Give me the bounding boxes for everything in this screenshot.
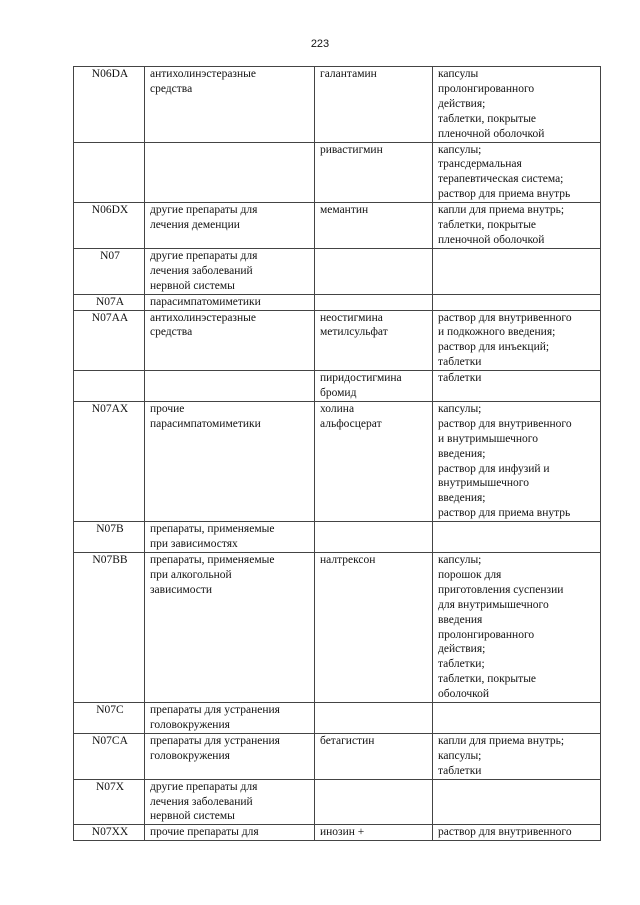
atc-group-cell: антихолинэстеразные средства: [145, 67, 315, 143]
table-row: [74, 371, 601, 402]
table-row: [74, 401, 601, 521]
atc-code-cell: N07C: [74, 703, 145, 734]
atc-group-cell: препараты, применяемые при алкогольной зависимости: [145, 553, 315, 703]
atc-group-cell: прочие парасимпатомиметики: [145, 401, 315, 521]
table-row: [74, 310, 601, 371]
drug-name-cell: галантамин: [315, 67, 433, 143]
table-row: [74, 203, 601, 249]
dosage-forms-cell: [433, 703, 601, 734]
atc-group-cell: другие препараты для лечения заболеваний нервной системы: [145, 779, 315, 825]
drug-table-body: [74, 67, 601, 841]
table-row: [74, 142, 601, 203]
drug-name-cell: холина альфосцерат: [315, 401, 433, 521]
drug-name-cell: [315, 294, 433, 310]
atc-group-cell: другие препараты для лечения деменции: [145, 203, 315, 249]
table-row: [74, 779, 601, 825]
drug-name-cell: пиридостигмина бромид: [315, 371, 433, 402]
atc-group-cell: препараты для устранения головокружения: [145, 703, 315, 734]
atc-code-cell: N07B: [74, 522, 145, 553]
drug-table: [73, 66, 601, 841]
dosage-forms-cell: таблетки: [433, 371, 601, 402]
atc-group-cell: прочие препараты для: [145, 825, 315, 841]
table-row: [74, 825, 601, 841]
dosage-forms-cell: [433, 248, 601, 294]
dosage-forms-cell: [433, 522, 601, 553]
atc-code-cell: N06DA: [74, 67, 145, 143]
atc-code-cell: [74, 142, 145, 203]
atc-code-cell: N07BB: [74, 553, 145, 703]
dosage-forms-cell: капсулы; раствор для внутривенного и внутримышечного введения; раствор для инфузий и внутримышечного введения; раствор для приема внутрь: [433, 401, 601, 521]
drug-name-cell: [315, 248, 433, 294]
atc-code-cell: N07: [74, 248, 145, 294]
dosage-forms-cell: капсулы; трансдермальная терапевтическая система; раствор для приема внутрь: [433, 142, 601, 203]
dosage-forms-cell: [433, 294, 601, 310]
dosage-forms-cell: раствор для внутривенного и подкожного введения; раствор для инъекций; таблетки: [433, 310, 601, 371]
atc-code-cell: [74, 371, 145, 402]
atc-code-cell: N06DX: [74, 203, 145, 249]
atc-code-cell: N07XX: [74, 825, 145, 841]
dosage-forms-cell: капсулы пролонгированного действия; таблетки, покрытые пленочной оболочкой: [433, 67, 601, 143]
atc-group-cell: антихолинэстеразные средства: [145, 310, 315, 371]
drug-name-cell: [315, 522, 433, 553]
page-number: 223: [310, 38, 330, 50]
dosage-forms-cell: капли для приема внутрь; капсулы; таблетки: [433, 733, 601, 779]
atc-code-cell: N07AA: [74, 310, 145, 371]
drug-name-cell: ривастигмин: [315, 142, 433, 203]
table-row: [74, 294, 601, 310]
atc-group-cell: другие препараты для лечения заболеваний нервной системы: [145, 248, 315, 294]
atc-group-cell: препараты для устранения головокружения: [145, 733, 315, 779]
atc-code-cell: N07CA: [74, 733, 145, 779]
dosage-forms-cell: капли для приема внутрь; таблетки, покрытые пленочной оболочкой: [433, 203, 601, 249]
dosage-forms-cell: капсулы; порошок для приготовления суспензии для внутримышечного введения пролонгированного действия; таблетки; таблетки, покрытые оболочкой: [433, 553, 601, 703]
dosage-forms-cell: раствор для внутривенного: [433, 825, 601, 841]
atc-code-cell: N07X: [74, 779, 145, 825]
table-row: [74, 553, 601, 703]
table-row: [74, 733, 601, 779]
table-row: [74, 703, 601, 734]
table-row: [74, 67, 601, 143]
atc-code-cell: N07A: [74, 294, 145, 310]
atc-code-cell: N07AX: [74, 401, 145, 521]
drug-name-cell: налтрексон: [315, 553, 433, 703]
drug-name-cell: мемантин: [315, 203, 433, 249]
atc-group-cell: [145, 371, 315, 402]
table-row: [74, 248, 601, 294]
atc-group-cell: препараты, применяемые при зависимостях: [145, 522, 315, 553]
drug-name-cell: неостигмина метилсульфат: [315, 310, 433, 371]
drug-name-cell: [315, 779, 433, 825]
atc-group-cell: парасимпатомиметики: [145, 294, 315, 310]
drug-name-cell: [315, 703, 433, 734]
table-row: [74, 522, 601, 553]
drug-name-cell: бетагистин: [315, 733, 433, 779]
atc-group-cell: [145, 142, 315, 203]
drug-name-cell: инозин +: [315, 825, 433, 841]
dosage-forms-cell: [433, 779, 601, 825]
